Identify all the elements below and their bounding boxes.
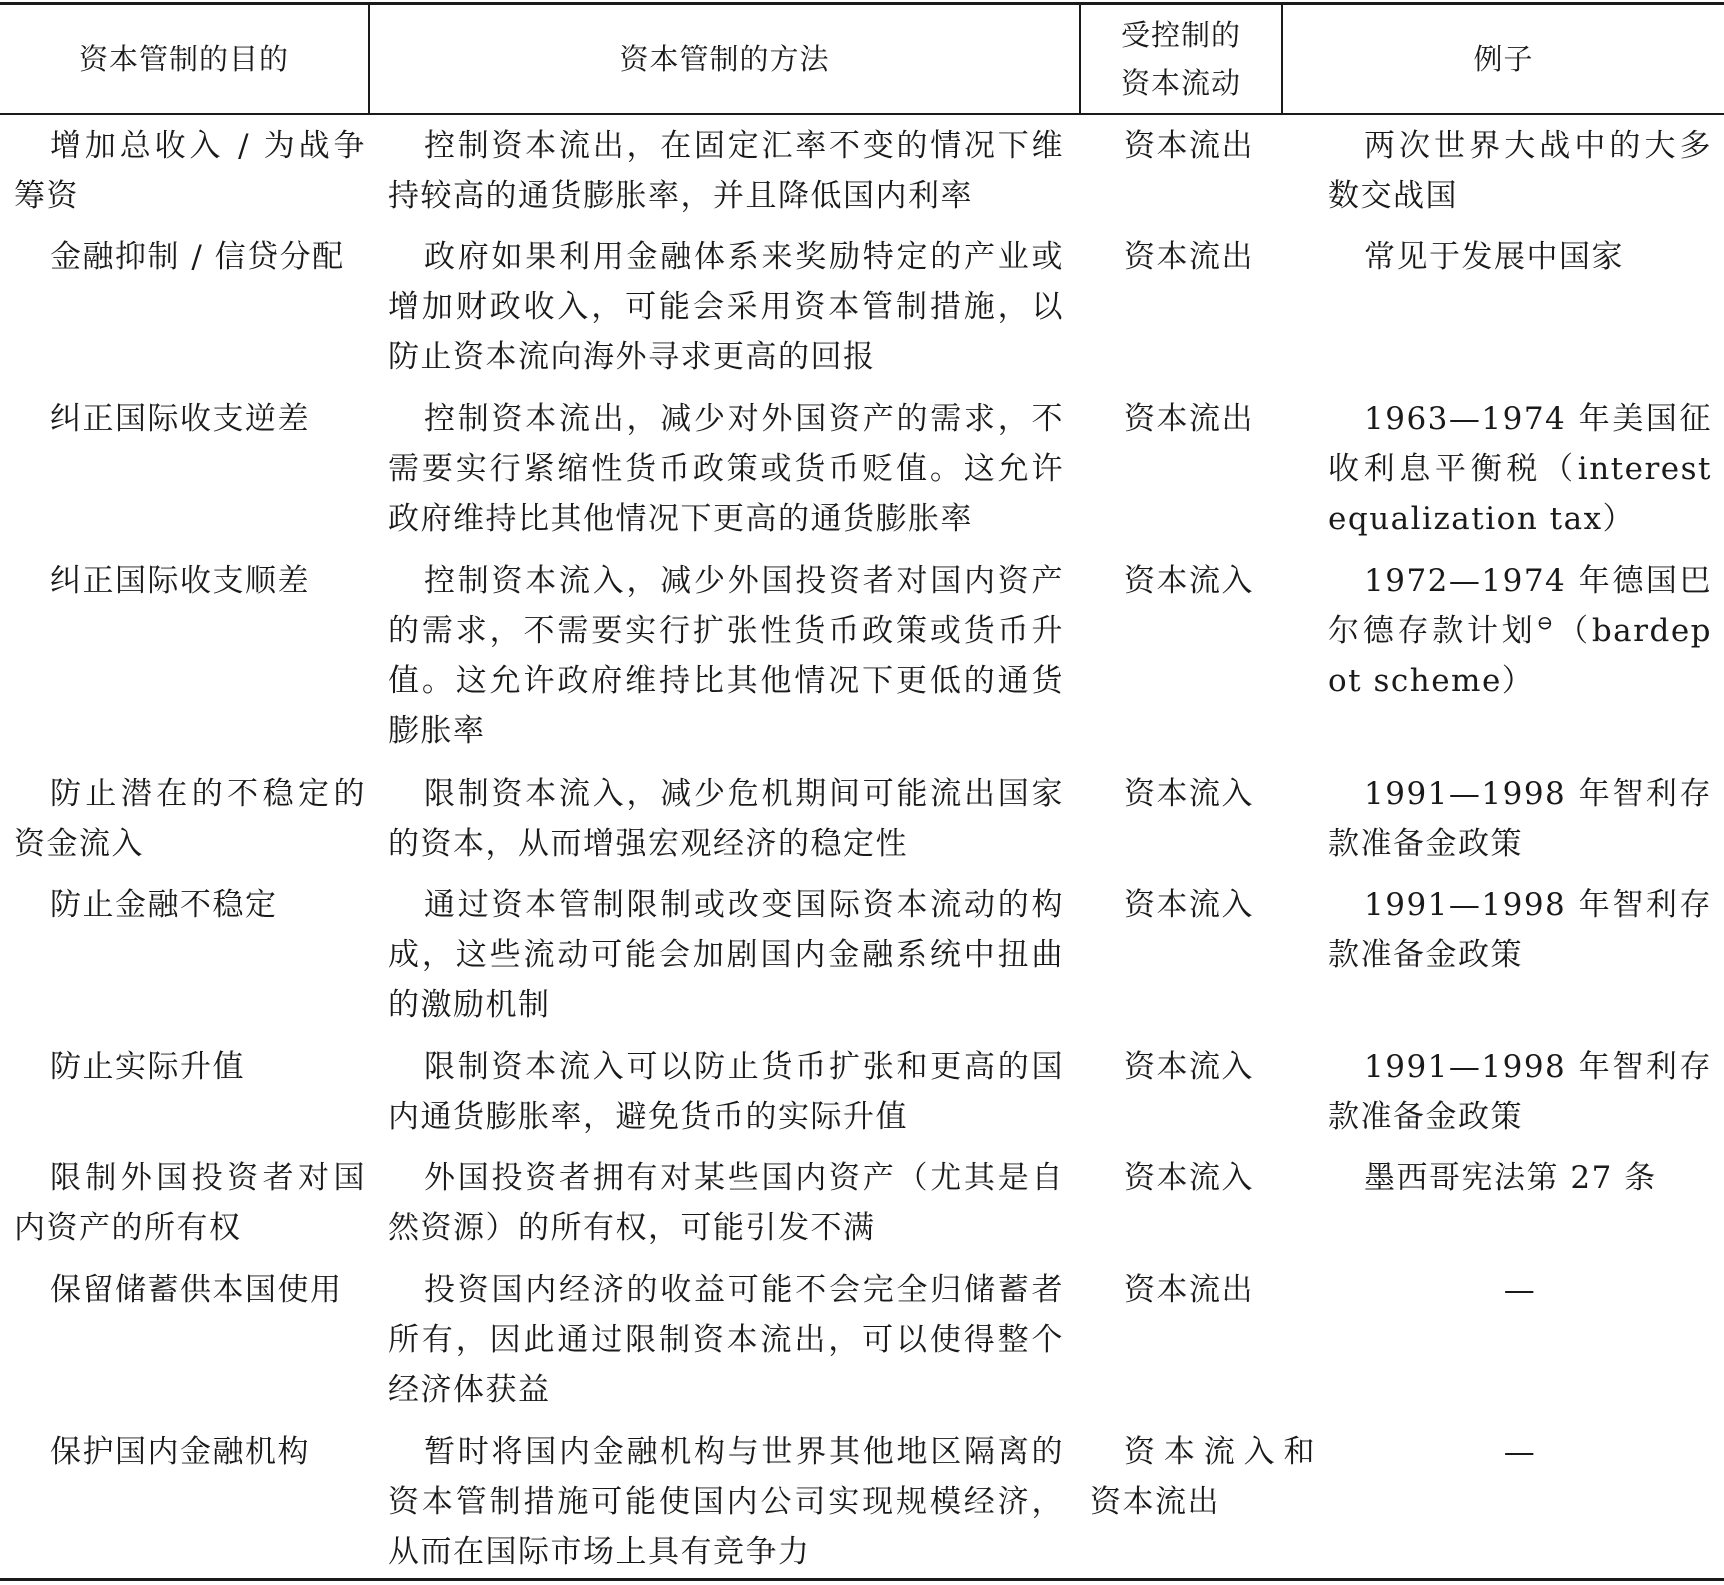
row-5-flow: 资本流入 (1124, 776, 1254, 812)
row-2-flow: 资本流出 (1124, 239, 1254, 275)
row-4-example-text: 1972—1974 年德国巴尔德存款计划 (1328, 563, 1712, 649)
row-6-flow: 资本流入 (1124, 887, 1254, 923)
row-2-method: 政府如果利用金融体系来奖励特定的产业或增加财政收入，可能会采用资本管制措施，以防止资本流向海外寻求更高的回报 (388, 239, 1064, 375)
row-4-example (1328, 556, 1712, 706)
row-2-example: 常见于发展中国家 (1364, 239, 1624, 275)
footnote-marker: ⊖ (1536, 610, 1555, 635)
row-2-purpose: 金融抑制 / 信贷分配 (50, 239, 345, 275)
row-10-purpose: 保护国内金融机构 (50, 1434, 310, 1470)
row-8-example: 墨西哥宪法第 27 条 (1364, 1160, 1657, 1196)
header-flow-line2: 资本流动 (1120, 66, 1241, 100)
header-method: 资本管制的方法 (619, 42, 830, 76)
row-4-method: 控制资本流入，减少外国投资者对国内资产的需求，不需要实行扩张性货币政策或货币升值。这允许政府维持比其他情况下更低的通货膨胀率 (388, 563, 1064, 749)
row-4-purpose: 纠正国际收支顺差 (50, 563, 310, 599)
row-5-purpose: 防止潜在的不稳定的资金流入 (14, 776, 366, 862)
table-bottom-rule (0, 1578, 1724, 1581)
row-7-purpose: 防止实际升值 (50, 1049, 245, 1085)
row-7-method: 限制资本流入可以防止货币扩张和更高的国内通货膨胀率，避免货币的实际升值 (388, 1049, 1064, 1135)
row-6-purpose: 防止金融不稳定 (50, 887, 278, 923)
row-10-method: 暂时将国内金融机构与世界其他地区隔离的资本管制措施可能使国内公司实现规模经济，从而在国际市场上具有竞争力 (388, 1434, 1064, 1570)
row-7-example: 1991—1998 年智利存款准备金政策 (1328, 1049, 1712, 1135)
row-8-method: 外国投资者拥有对某些国内资产（尤其是自然资源）的所有权，可能引发不满 (388, 1160, 1064, 1246)
row-1-purpose: 增加总收入 / 为战争筹资 (14, 128, 366, 214)
row-3-flow: 资本流出 (1124, 401, 1254, 437)
row-9-method: 投资国内经济的收益可能不会完全归储蓄者所有，因此通过限制资本流出，可以使得整个经济体获益 (388, 1272, 1064, 1408)
row-10-flow: 资本流入和资本流出 (1090, 1434, 1316, 1520)
row-9-purpose: 保留储蓄供本国使用 (50, 1272, 343, 1308)
header-purpose: 资本管制的目的 (78, 42, 289, 76)
row-5-method: 限制资本流入，减少危机期间可能流出国家的资本，从而增强宏观经济的稳定性 (388, 776, 1064, 862)
row-10-example: — (1503, 1434, 1537, 1470)
header-flow (1081, 5, 1281, 113)
row-8-purpose: 限制外国投资者对国内资产的所有权 (14, 1160, 366, 1246)
row-9-example: — (1503, 1272, 1537, 1308)
row-3-purpose: 纠正国际收支逆差 (50, 401, 310, 437)
row-1-example: 两次世界大战中的大多数交战国 (1328, 128, 1712, 214)
row-3-method: 控制资本流出，减少对外国资产的需求，不需要实行紧缩性货币政策或货币贬值。这允许政府维持比其他情况下更高的通货膨胀率 (388, 401, 1064, 537)
header-flow-line1: 受控制的 (1120, 18, 1241, 52)
row-3-example: 1963—1974 年美国征收利息平衡税（interest equalization tax） (1328, 401, 1712, 537)
header-example: 例子 (1473, 42, 1534, 76)
row-9-flow: 资本流出 (1124, 1272, 1254, 1308)
row-7-flow: 资本流入 (1124, 1049, 1254, 1085)
row-6-method: 通过资本管制限制或改变国际资本流动的构成，这些流动可能会加剧国内金融系统中扭曲的激励机制 (388, 887, 1064, 1023)
row-4-example-text-end: （bardepot scheme） (1328, 613, 1713, 699)
row-6-example: 1991—1998 年智利存款准备金政策 (1328, 887, 1712, 973)
row-8-flow: 资本流入 (1124, 1160, 1254, 1196)
row-5-example: 1991—1998 年智利存款准备金政策 (1328, 776, 1712, 862)
row-1-flow: 资本流出 (1124, 128, 1254, 164)
row-1-method: 控制资本流出，在固定汇率不变的情况下维持较高的通货膨胀率，并且降低国内利率 (388, 128, 1064, 214)
header-rule (0, 113, 1724, 115)
row-4-flow: 资本流入 (1124, 563, 1254, 599)
